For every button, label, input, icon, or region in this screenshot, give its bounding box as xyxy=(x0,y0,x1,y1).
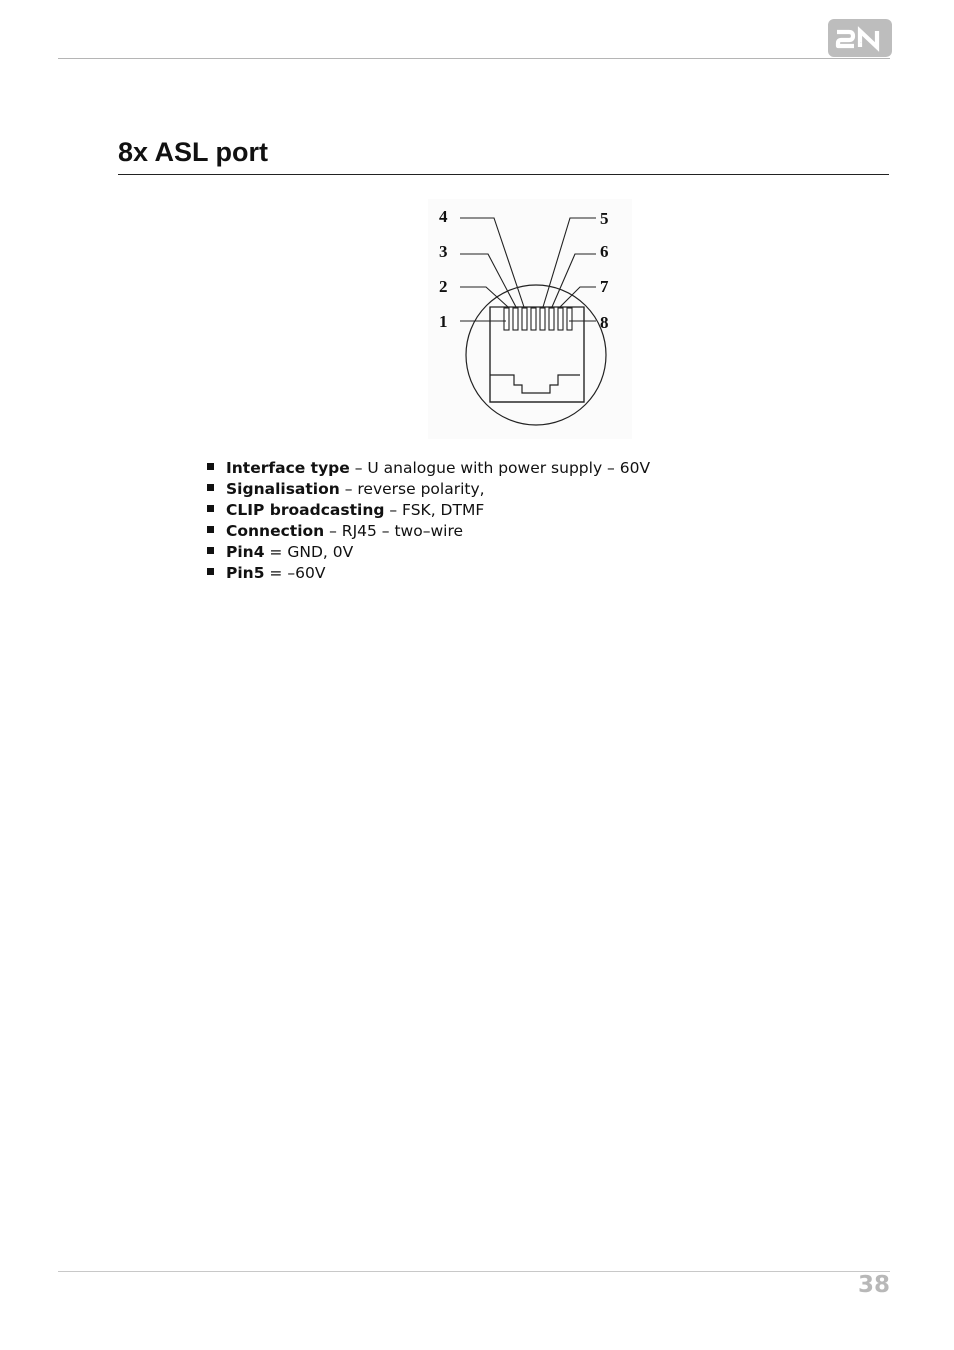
spec-text: = –60V xyxy=(264,564,326,582)
bullet-icon xyxy=(207,484,214,491)
spec-text: – FSK, DTMF xyxy=(384,501,485,519)
bullet-icon xyxy=(207,547,214,554)
logo-text: 2N xyxy=(860,43,862,44)
spec-text: – RJ45 – two–wire xyxy=(324,522,464,540)
list-item xyxy=(206,458,650,479)
spec-term: CLIP broadcasting xyxy=(226,501,385,519)
list-item xyxy=(206,563,650,584)
pin-label-6: 6 xyxy=(600,242,609,261)
spec-term: Connection xyxy=(226,522,325,540)
list-item xyxy=(206,500,650,521)
spec-text: – U analogue with power supply – 60V xyxy=(349,459,651,477)
pin-label-5: 5 xyxy=(600,209,609,228)
page-title: 8x ASL port xyxy=(118,137,269,167)
pin-label-7: 7 xyxy=(600,277,609,296)
list-item xyxy=(206,479,650,500)
spec-term: Pin5 xyxy=(226,564,265,582)
list-item xyxy=(206,542,650,563)
spec-term: Signalisation xyxy=(226,480,340,498)
specs-list xyxy=(206,458,650,584)
spec-text: – reverse polarity, xyxy=(339,480,485,498)
pin-label-1: 1 xyxy=(439,312,448,331)
list-item xyxy=(206,521,650,542)
2n-logo-icon xyxy=(828,19,892,57)
pin-label-3: 3 xyxy=(439,242,448,261)
rj45-connector-pinout-icon xyxy=(428,199,632,439)
pin-label-2: 2 xyxy=(439,277,448,296)
bullet-icon xyxy=(207,568,214,575)
spec-term: Pin4 xyxy=(226,543,265,561)
bullet-icon xyxy=(207,463,214,470)
pin-label-4: 4 xyxy=(439,207,448,226)
header-rule xyxy=(58,58,890,59)
spec-text: = GND, 0V xyxy=(264,543,354,561)
title-underline xyxy=(118,174,889,175)
page-number: 38 xyxy=(857,1272,890,1298)
bullet-icon xyxy=(207,526,214,533)
spec-term: Interface type xyxy=(226,459,350,477)
footer-rule xyxy=(58,1271,890,1272)
pin-label-8: 8 xyxy=(600,313,609,332)
bullet-icon xyxy=(207,505,214,512)
